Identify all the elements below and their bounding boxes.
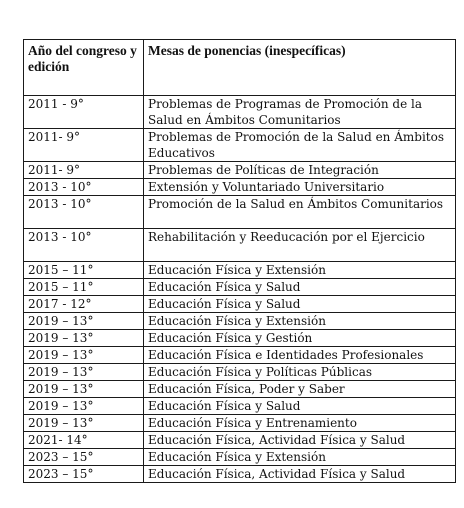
year-edition-cell: 2019 – 13° (24, 330, 144, 347)
table-row (24, 196, 456, 229)
year-edition-cell: 2019 – 13° (24, 313, 144, 330)
table-topic-cell: Problemas de Programas de Promoción de la Salud en Ámbitos Comunitarios (144, 96, 456, 129)
table-topic-cell: Problemas de Políticas de Integración (144, 162, 456, 179)
table-header-row (24, 40, 456, 96)
table-row (24, 347, 456, 364)
year-edition-cell: 2019 – 13° (24, 415, 144, 432)
year-edition-cell: 2023 – 15° (24, 466, 144, 483)
table-topic-cell: Problemas de Promoción de la Salud en Ámbitos Educativos (144, 129, 456, 162)
table-row (24, 262, 456, 279)
table-row (24, 279, 456, 296)
year-edition-cell: 2015 – 11° (24, 262, 144, 279)
table-row (24, 449, 456, 466)
table-row (24, 129, 456, 162)
table-topic-cell: Educación Física y Salud (144, 296, 456, 313)
year-edition-cell: 2021- 14° (24, 432, 144, 449)
year-edition-cell: 2011- 9° (24, 129, 144, 162)
table-row (24, 179, 456, 196)
year-edition-cell: 2023 – 15° (24, 449, 144, 466)
table-topic-cell: Educación Física y Extensión (144, 313, 456, 330)
table-topic-cell: Educación Física y Entrenamiento (144, 415, 456, 432)
table-topic-cell: Educación Física e Identidades Profesionales (144, 347, 456, 364)
year-edition-cell: 2017 - 12° (24, 296, 144, 313)
table-topic-cell: Educación Física y Gestión (144, 330, 456, 347)
year-edition-cell: 2011 - 9° (24, 96, 144, 129)
table-topic-cell: Educación Física y Salud (144, 279, 456, 296)
table-row (24, 466, 456, 483)
table-row (24, 313, 456, 330)
year-edition-cell: 2013 - 10° (24, 179, 144, 196)
header-year-edition: Año del congreso y edición (24, 40, 144, 96)
table-topic-cell: Educación Física y Extensión (144, 449, 456, 466)
table-topic-cell: Educación Física y Salud (144, 398, 456, 415)
year-edition-cell: 2013 - 10° (24, 196, 144, 229)
congress-tables-table (23, 39, 456, 483)
table-row (24, 162, 456, 179)
table-row (24, 364, 456, 381)
year-edition-cell: 2019 – 13° (24, 381, 144, 398)
table-topic-cell: Educación Física, Poder y Saber (144, 381, 456, 398)
year-edition-cell: 2011- 9° (24, 162, 144, 179)
table-topic-cell: Promoción de la Salud en Ámbitos Comunitarios (144, 196, 456, 229)
table-row (24, 432, 456, 449)
table-topic-cell: Extensión y Voluntariado Universitario (144, 179, 456, 196)
table-topic-cell: Rehabilitación y Reeducación por el Ejercicio (144, 229, 456, 262)
year-edition-cell: 2019 – 13° (24, 364, 144, 381)
table-topic-cell: Educación Física, Actividad Física y Salud (144, 466, 456, 483)
table-row (24, 381, 456, 398)
table-topic-cell: Educación Física y Extensión (144, 262, 456, 279)
year-edition-cell: 2013 - 10° (24, 229, 144, 262)
year-edition-cell: 2019 – 13° (24, 347, 144, 364)
table-row (24, 398, 456, 415)
table-row (24, 96, 456, 129)
table-row (24, 330, 456, 347)
table-row (24, 415, 456, 432)
table-topic-cell: Educación Física, Actividad Física y Salud (144, 432, 456, 449)
table-topic-cell: Educación Física y Políticas Públicas (144, 364, 456, 381)
header-tables: Mesas de ponencias (inespecíficas) (144, 40, 456, 96)
year-edition-cell: 2019 – 13° (24, 398, 144, 415)
table-row (24, 296, 456, 313)
table-row (24, 229, 456, 262)
year-edition-cell: 2015 – 11° (24, 279, 144, 296)
